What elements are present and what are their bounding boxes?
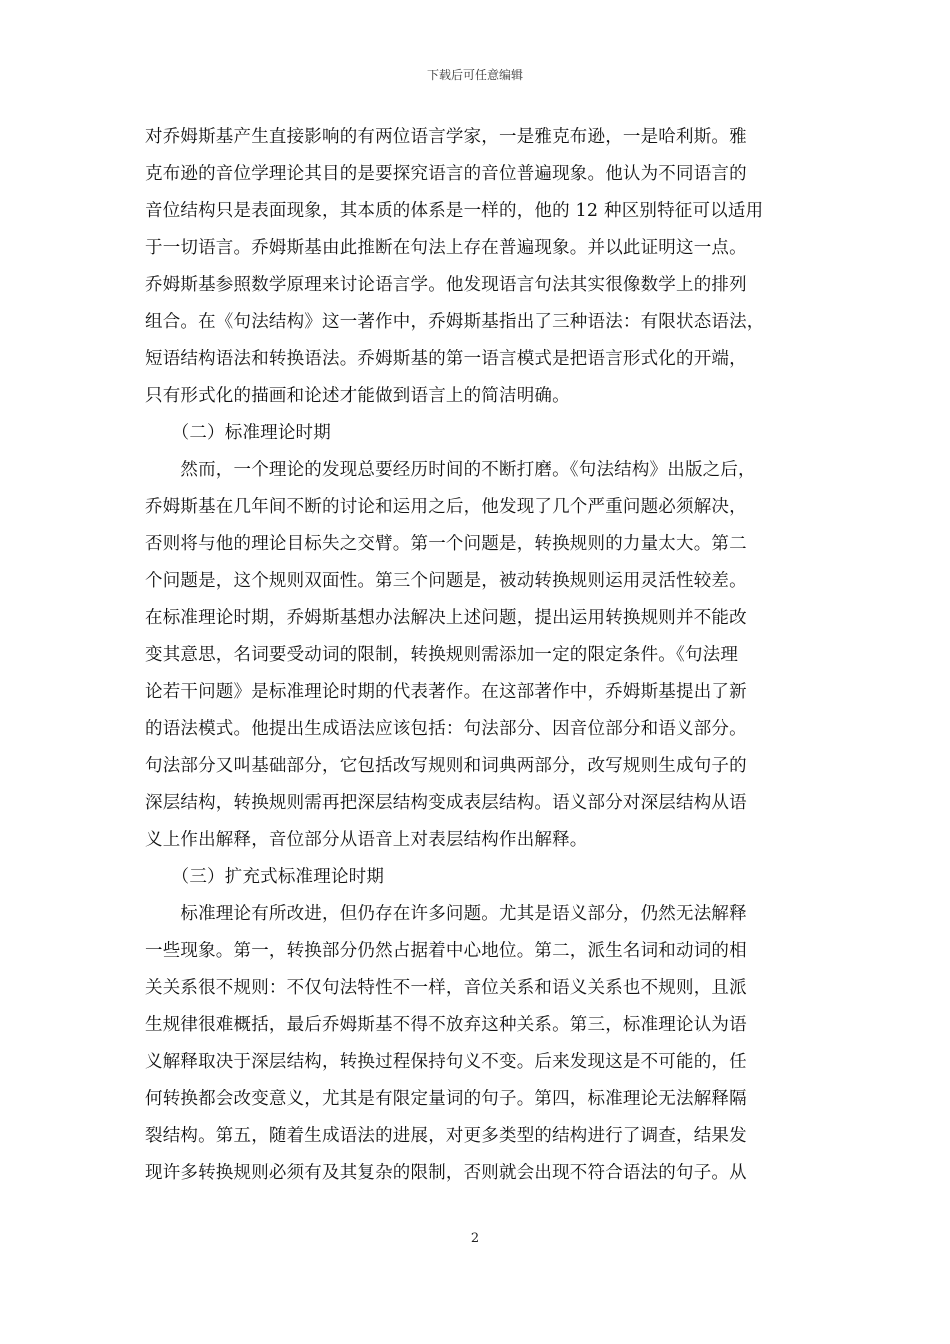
text-line: 然而，一个理论的发现总要经历时间的不断打磨。《句法结构》出版之后， bbox=[145, 460, 756, 480]
text-line: 只有形式化的描画和论述才能做到语言上的简洁明确。 bbox=[145, 386, 570, 406]
text-line: 在标准理论时期，乔姆斯基想办法解决上述问题，提出运用转换规则并不能改 bbox=[145, 608, 747, 628]
text-line: 现许多转换规则必须有及其复杂的限制，否则就会出现不符合语法的句子。从 bbox=[145, 1163, 747, 1183]
text-line: 裂结构。第五，随着生成语法的进展，对更多类型的结构进行了调查，结果发 bbox=[145, 1126, 747, 1146]
text-line: 克布逊的音位学理论其目的是要探究语言的音位普遍现象。他认为不同语言的 bbox=[145, 164, 747, 184]
text-line: 句法部分又叫基础部分，它包括改写规则和词典两部分，改写规则生成句子的 bbox=[145, 756, 747, 776]
header-note: 下载后可任意编辑 bbox=[426, 68, 523, 82]
text-line: 论若干问题》是标准理论时期的代表著作。在这部著作中，乔姆斯基提出了新 bbox=[145, 682, 747, 702]
text-line: 义上作出解释，音位部分从语音上对表层结构作出解释。 bbox=[145, 830, 588, 850]
text-line: 生规律很难概括，最后乔姆斯基不得不放弃这种关系。第三，标准理论认为语 bbox=[145, 1015, 747, 1035]
text-line: 何转换都会改变意义，尤其是有限定量词的句子。第四，标准理论无法解释隔 bbox=[145, 1089, 747, 1109]
text-line: 音位结构只是表面现象，其本质的体系是一样的，他的 12 种区别特征可以适用 bbox=[145, 201, 764, 221]
text-line: 短语结构语法和转换语法。乔姆斯基的第一语言模式是把语言形式化的开端， bbox=[145, 349, 747, 369]
text-line: 关关系很不规则：不仅句法特性不一样，音位关系和语义关系也不规则，且派 bbox=[145, 978, 747, 998]
text-line: 组合。在《句法结构》这一著作中，乔姆斯基指出了三种语法：有限状态语法， bbox=[145, 312, 765, 332]
text-line: 标准理论有所改进，但仍存在许多问题。尤其是语义部分，仍然无法解释 bbox=[145, 904, 747, 924]
body-text bbox=[145, 119, 807, 1192]
text-line: 变其意思，名词要受动词的限制，转换规则需添加一定的限定条件。《句法理 bbox=[145, 645, 739, 665]
text-line: 对乔姆斯基产生直接影响的有两位语言学家，一是雅克布逊，一是哈利斯。雅 bbox=[145, 127, 747, 147]
text-line: 否则将与他的理论目标失之交臂。第一个问题是，转换规则的力量太大。第二 bbox=[145, 534, 747, 554]
text-line: 于一切语言。乔姆斯基由此推断在句法上存在普遍现象。并以此证明这一点。 bbox=[145, 238, 747, 258]
text-line: 乔姆斯基参照数学原理来讨论语言学。他发现语言句法其实很像数学上的排列 bbox=[145, 275, 747, 295]
section-heading: （三）扩充式标准理论时期 bbox=[145, 867, 385, 887]
text-line: 深层结构，转换规则需再把深层结构变成表层结构。语义部分对深层结构从语 bbox=[145, 793, 747, 813]
text-line: 一些现象。第一，转换部分仍然占据着中心地位。第二，派生名词和动词的相 bbox=[145, 941, 747, 961]
text-line: 义解释取决于深层结构，转换过程保持句义不变。后来发现这是不可能的，任 bbox=[145, 1052, 747, 1072]
text-line: 个问题是，这个规则双面性。第三个问题是，被动转换规则运用灵活性较差。 bbox=[145, 571, 747, 591]
text-line: 的语法模式。他提出生成语法应该包括：句法部分、因音位部分和语义部分。 bbox=[145, 719, 747, 739]
page-number: 2 bbox=[470, 1231, 480, 1246]
section-heading: （二）标准理论时期 bbox=[145, 423, 331, 443]
text-line: 乔姆斯基在几年间不断的讨论和运用之后，他发现了几个严重问题必须解决， bbox=[145, 497, 747, 517]
